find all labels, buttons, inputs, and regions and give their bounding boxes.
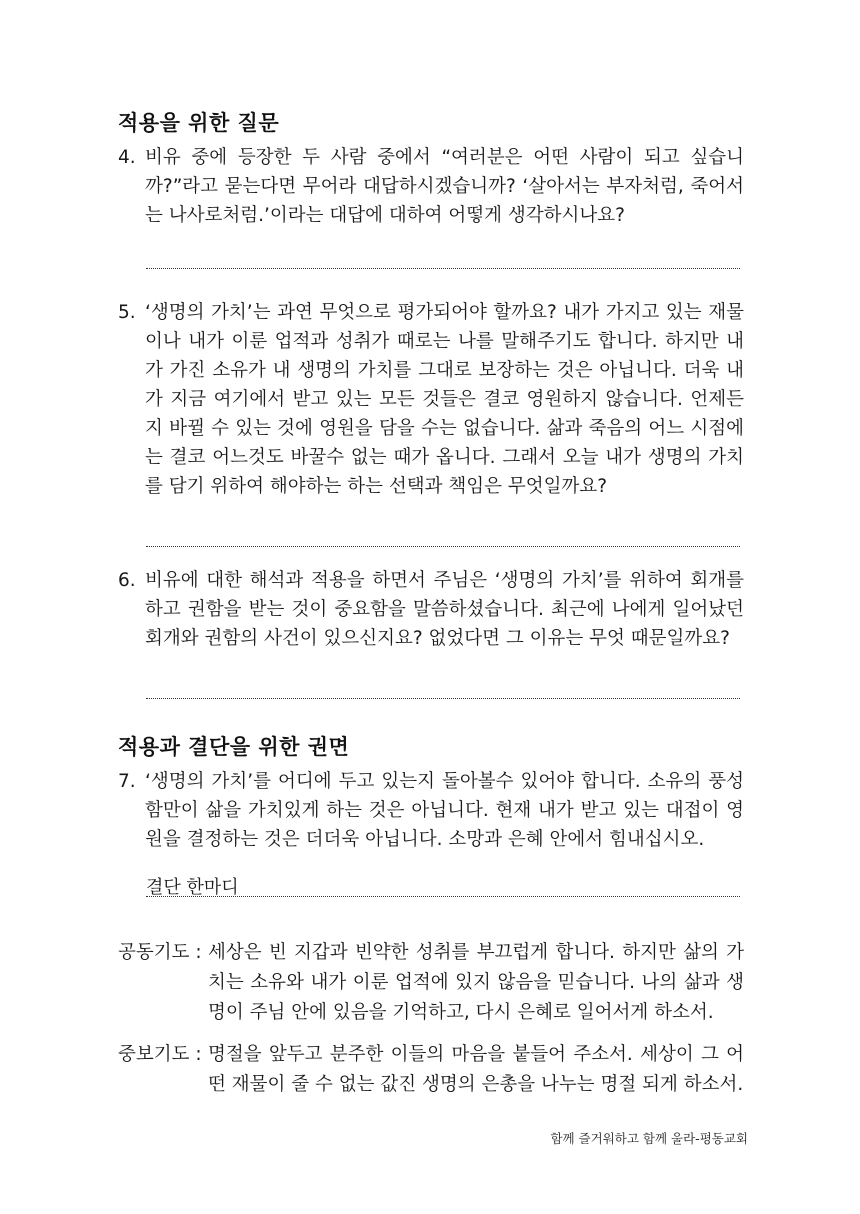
exhortation-text: ‘생명의 가치’를 어디에 두고 있는지 돌아볼수 있어야 합니다. 소유의 풍성함만이 삶을 가치있게 하는 것은 아닙니다. 현재 내가 받고 있는 대접이 영원을 결정하는 것은 더더욱 아닙니다. 소망과 은혜 안에서 힘내십시오. (145, 771, 744, 850)
answer-line[interactable] (146, 546, 740, 547)
decision-label: 결단 한마디 (146, 877, 239, 898)
question-number: 5. (118, 302, 136, 323)
question-number: 6. (118, 570, 136, 591)
prayer-label: 중보기도 : (118, 1044, 202, 1065)
footer-text: 함께 즐거워하고 함께 울라-평동교회 (550, 1131, 748, 1146)
prayer-text: 명절을 앞두고 분주한 이들의 마음을 붙들어 주소서. 세상이 그 어떤 재물이 줄 수 없는 값진 생명의 은총을 나누는 명절 되게 하소서. (208, 1044, 744, 1095)
question-6 (118, 566, 744, 653)
prayer-text: 세상은 빈 지갑과 빈약한 성취를 부끄럽게 합니다. 하지만 삶의 가치는 소유와 내가 이룬 업적에 있지 않음을 믿습니다. 나의 삶과 생명이 주님 안에 있음을 기억하고, 다시 은혜로 일어서게 하소서. (208, 942, 744, 1023)
decision-line[interactable] (146, 896, 740, 897)
prayer-label: 공동기도 : (118, 942, 202, 963)
common-prayer (118, 938, 744, 1028)
question-4 (118, 143, 744, 230)
exhortation-7 (118, 767, 744, 854)
section-title-questions: 적용을 위한 질문 (118, 111, 280, 135)
answer-line[interactable] (146, 268, 740, 269)
question-text: ‘생명의 가치’는 과연 무엇으로 평가되어야 할까요? 내가 가지고 있는 재물이나 내가 이룬 업적과 성취가 때로는 나를 말해주기도 합니다. 하지만 내가 가진 소유가 내 생명의 가치를 그대로 보장하는 것은 아닙니다. 더욱 내가 지금 여기에서 받고 있는 모든 것들은 결코 영원하지 않습니다. 언제든지 바뀔 수 있는 것에 영원을 담을 수는 없습니다. 삶과 죽음의 어느 시점에는 결코 어느것도 바꿀수 없는 때가 옵니다. 그래서 오늘 내가 생명의 가치를 담기 위하여 해야하는 하는 선택과 책임은 무엇일까요? (145, 302, 744, 497)
answer-line[interactable] (146, 698, 740, 699)
question-text: 비유 중에 등장한 두 사람 중에서 “여러분은 어떤 사람이 되고 싶습니까?”라고 묻는다면 무어라 대답하시겠습니까? ‘살아서는 부자처럼, 죽어서는 나사로처럼.’이라는 대답에 대하여 어떻게 생각하시나요? (145, 147, 744, 226)
exhortation-number: 7. (118, 771, 136, 792)
question-number: 4. (118, 147, 136, 168)
intercessory-prayer (118, 1040, 744, 1100)
question-text: 비유에 대한 해석과 적용을 하면서 주님은 ‘생명의 가치’를 위하여 회개를 하고 권함을 받는 것이 중요함을 말씀하셨습니다. 최근에 나에게 일어났던 회개와 권함의 사건이 있으신지요? 없었다면 그 이유는 무엇 때문일까요? (145, 570, 744, 649)
section-title-exhortation: 적용과 결단을 위한 권면 (118, 735, 350, 759)
question-5 (118, 298, 744, 501)
